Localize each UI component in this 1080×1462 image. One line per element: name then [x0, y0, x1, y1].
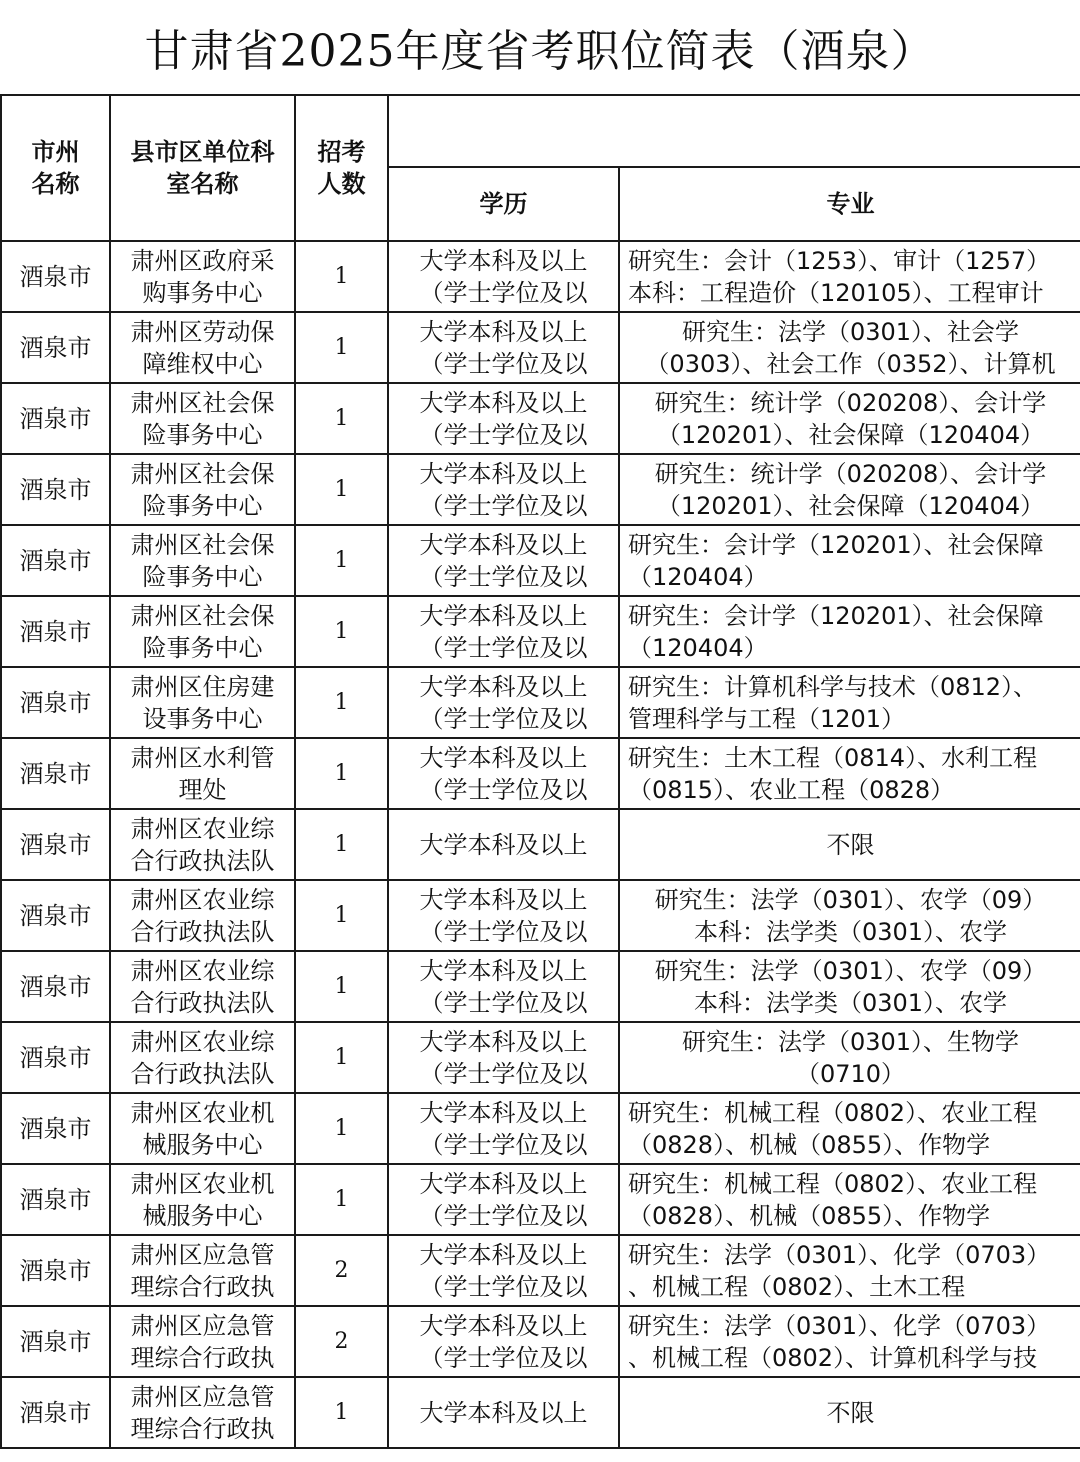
cell-line: 、机械工程（0802）、土木工程 [628, 1272, 966, 1301]
cell-line: 肃州区农业综 [130, 956, 275, 985]
cell-line: 肃州区应急管 [130, 1240, 275, 1269]
cell-unit [110, 1164, 295, 1235]
cell-count: 1 [295, 1377, 388, 1448]
cell-line: （学士学位及以 [419, 988, 588, 1017]
cell-education [388, 1164, 619, 1235]
cell-count: 1 [295, 312, 388, 383]
cell-line: （学士学位及以 [419, 1130, 588, 1159]
cell-line: 研究生：会计（1253）、审计（1257） [628, 246, 1051, 275]
cell-line: 研究生：统计学（020208）、会计学 [654, 459, 1047, 488]
cell-count: 1 [295, 809, 388, 880]
cell-line: 管理科学与工程（1201） [628, 704, 906, 733]
cell-line: （学士学位及以 [419, 1201, 588, 1230]
cell-unit [110, 454, 295, 525]
cell-major [619, 454, 1080, 525]
cell-count: 1 [295, 738, 388, 809]
cell-city: 酒泉市 [1, 312, 110, 383]
cell-line: 不限 [826, 830, 875, 859]
cell-line: 、机械工程（0802）、计算机科学与技 [628, 1343, 1038, 1372]
cell-unit [110, 1377, 295, 1448]
cell-major [619, 525, 1080, 596]
cell-line: 大学本科及以上 [419, 1311, 588, 1340]
cell-unit [110, 1235, 295, 1306]
cell-line: 障维权中心 [142, 349, 263, 378]
cell-city: 酒泉市 [1, 241, 110, 312]
cell-major [619, 241, 1080, 312]
cell-city: 酒泉市 [1, 951, 110, 1022]
cell-line: （120404） [628, 633, 768, 662]
cell-unit [110, 525, 295, 596]
cell-line: 研究生：计算机科学与技术（0812）、 [628, 672, 1038, 701]
cell-line: 研究生：会计学（120201）、社会保障 [628, 530, 1044, 559]
cell-line: 不限 [826, 1398, 875, 1427]
cell-line: 研究生：法学（0301）、社会学 [681, 317, 1020, 346]
cell-line: 研究生：法学（0301）、农学（09） [654, 956, 1047, 985]
cell-city: 酒泉市 [1, 1022, 110, 1093]
cell-count: 1 [295, 454, 388, 525]
cell-unit [110, 241, 295, 312]
cell-line: 险事务中心 [142, 562, 263, 591]
cell-line: （学士学位及以 [419, 420, 588, 449]
cell-count: 2 [295, 1306, 388, 1377]
cell-line: 肃州区农业机 [130, 1169, 275, 1198]
cell-unit [110, 951, 295, 1022]
cell-line: 肃州区农业综 [130, 885, 275, 914]
cell-line: 合行政执法队 [130, 988, 275, 1017]
cell-major [619, 809, 1080, 880]
cell-line: 大学本科及以上 [419, 743, 588, 772]
cell-line: 大学本科及以上 [419, 956, 588, 985]
cell-count: 1 [295, 667, 388, 738]
cell-line: （120201）、社会保障（120404） [656, 491, 1045, 520]
header-city: 市州 名称 [1, 95, 110, 241]
cell-major [619, 1022, 1080, 1093]
table-row [1, 525, 1080, 596]
cell-unit [110, 809, 295, 880]
cell-line: （学士学位及以 [419, 278, 588, 307]
cell-line: 大学本科及以上 [419, 1240, 588, 1269]
page-title: 甘肃省2025年度省考职位简表（酒泉） [144, 26, 936, 77]
cell-line: 研究生：法学（0301）、农学（09） [654, 885, 1047, 914]
cell-line: 大学本科及以上 [419, 388, 588, 417]
cell-line: 合行政执法队 [130, 1059, 275, 1088]
cell-count: 1 [295, 383, 388, 454]
cell-line: 大学本科及以上 [419, 601, 588, 630]
cell-line: 购事务中心 [142, 278, 263, 307]
cell-line: 理综合行政执 [130, 1414, 275, 1443]
cell-line: 械服务中心 [142, 1130, 263, 1159]
cell-line: （学士学位及以 [419, 633, 588, 662]
cell-count: 1 [295, 241, 388, 312]
cell-line: 合行政执法队 [130, 846, 275, 875]
cell-line: （120201）、社会保障（120404） [656, 420, 1045, 449]
cell-line: 研究生：统计学（020208）、会计学 [654, 388, 1047, 417]
cell-education [388, 596, 619, 667]
cell-line: （学士学位及以 [419, 491, 588, 520]
cell-line: 肃州区住房建 [130, 672, 275, 701]
cell-line: 肃州区社会保 [130, 388, 275, 417]
cell-line: （学士学位及以 [419, 775, 588, 804]
cell-major [619, 667, 1080, 738]
cell-line: （学士学位及以 [419, 917, 588, 946]
cell-line: （120404） [628, 562, 768, 591]
cell-line: 研究生：土木工程（0814）、水利工程 [628, 743, 1038, 772]
cell-city: 酒泉市 [1, 1164, 110, 1235]
cell-count: 1 [295, 1093, 388, 1164]
cell-line: 大学本科及以上 [419, 1027, 588, 1056]
cell-line: （学士学位及以 [419, 704, 588, 733]
cell-line: （学士学位及以 [419, 349, 588, 378]
header-education: 学历 [388, 167, 619, 241]
cell-major [619, 1093, 1080, 1164]
cell-unit [110, 1306, 295, 1377]
cell-line: 肃州区应急管 [130, 1382, 275, 1411]
header-major: 专业 [619, 167, 1080, 241]
table-row [1, 1164, 1080, 1235]
cell-city: 酒泉市 [1, 1235, 110, 1306]
cell-city: 酒泉市 [1, 454, 110, 525]
cell-count: 1 [295, 880, 388, 951]
cell-line: 险事务中心 [142, 633, 263, 662]
cell-major [619, 880, 1080, 951]
cell-line: 大学本科及以上 [419, 672, 588, 701]
cell-line: 大学本科及以上 [419, 1169, 588, 1198]
cell-line: 大学本科及以上 [419, 1098, 588, 1127]
cell-line: 肃州区劳动保 [130, 317, 275, 346]
table-row [1, 809, 1080, 880]
table-row [1, 667, 1080, 738]
header-unit: 县市区单位科 室名称 [110, 95, 295, 241]
cell-line: 肃州区水利管 [130, 743, 275, 772]
cell-line: （学士学位及以 [419, 1343, 588, 1372]
cell-major [619, 1164, 1080, 1235]
cell-line: 合行政执法队 [130, 917, 275, 946]
table-row [1, 312, 1080, 383]
cell-education [388, 1235, 619, 1306]
cell-unit [110, 596, 295, 667]
cell-major [619, 951, 1080, 1022]
cell-line: 大学本科及以上 [419, 830, 588, 859]
table-row [1, 1022, 1080, 1093]
cell-line: 理综合行政执 [130, 1343, 275, 1372]
cell-city: 酒泉市 [1, 383, 110, 454]
table-row [1, 1306, 1080, 1377]
cell-line: 理处 [178, 775, 227, 804]
cell-education [388, 383, 619, 454]
cell-count: 1 [295, 951, 388, 1022]
cell-line: 大学本科及以上 [419, 1398, 588, 1427]
cell-major [619, 312, 1080, 383]
cell-line: 肃州区农业综 [130, 814, 275, 843]
cell-count: 1 [295, 525, 388, 596]
cell-line: （0828）、机械（0855）、作物学 [628, 1130, 991, 1159]
cell-unit [110, 667, 295, 738]
cell-education [388, 667, 619, 738]
cell-city: 酒泉市 [1, 667, 110, 738]
table-row [1, 383, 1080, 454]
cell-line: 肃州区社会保 [130, 459, 275, 488]
cell-education [388, 312, 619, 383]
cell-line: 本科：法学类（0301）、农学 [693, 988, 1008, 1017]
cell-line: 研究生：法学（0301）、生物学 [681, 1027, 1020, 1056]
table-row [1, 738, 1080, 809]
table-row [1, 1235, 1080, 1306]
cell-line: 肃州区农业机 [130, 1098, 275, 1127]
cell-line: 研究生：会计学（120201）、社会保障 [628, 601, 1044, 630]
cell-education [388, 951, 619, 1022]
cell-unit [110, 738, 295, 809]
cell-education [388, 880, 619, 951]
table-row [1, 454, 1080, 525]
cell-line: 大学本科及以上 [419, 885, 588, 914]
cell-city: 酒泉市 [1, 809, 110, 880]
cell-city: 酒泉市 [1, 525, 110, 596]
cell-line: 大学本科及以上 [419, 246, 588, 275]
cell-count: 2 [295, 1235, 388, 1306]
cell-education [388, 241, 619, 312]
cell-line: 研究生：法学（0301）、化学（0703） [628, 1311, 1051, 1340]
header-count: 招考 人数 [295, 95, 388, 241]
cell-line: （学士学位及以 [419, 1059, 588, 1088]
cell-education [388, 1093, 619, 1164]
cell-line: 险事务中心 [142, 420, 263, 449]
cell-unit [110, 880, 295, 951]
cell-line: 本科：工程造价（120105）、工程审计 [628, 278, 1044, 307]
cell-major [619, 1377, 1080, 1448]
cell-city: 酒泉市 [1, 596, 110, 667]
cell-line: 研究生：机械工程（0802）、农业工程 [628, 1169, 1038, 1198]
cell-line: （学士学位及以 [419, 562, 588, 591]
cell-line: （0815）、农业工程（0828） [628, 775, 955, 804]
cell-unit [110, 1093, 295, 1164]
cell-education [388, 1306, 619, 1377]
table-row [1, 1377, 1080, 1448]
cell-city: 酒泉市 [1, 1093, 110, 1164]
cell-line: 理综合行政执 [130, 1272, 275, 1301]
table-row [1, 951, 1080, 1022]
cell-education [388, 1022, 619, 1093]
cell-line: 设事务中心 [142, 704, 263, 733]
table-row [1, 241, 1080, 312]
cell-line: 研究生：法学（0301）、化学（0703） [628, 1240, 1051, 1269]
cell-city: 酒泉市 [1, 1377, 110, 1448]
cell-line: 本科：法学类（0301）、农学 [693, 917, 1008, 946]
cell-count: 1 [295, 596, 388, 667]
table-row [1, 596, 1080, 667]
cell-major [619, 596, 1080, 667]
cell-line: 肃州区农业综 [130, 1027, 275, 1056]
cell-line: 研究生：机械工程（0802）、农业工程 [628, 1098, 1038, 1127]
cell-line: 险事务中心 [142, 491, 263, 520]
cell-major [619, 383, 1080, 454]
cell-education [388, 525, 619, 596]
cell-city: 酒泉市 [1, 1306, 110, 1377]
cell-line: 大学本科及以上 [419, 530, 588, 559]
cell-line: 肃州区社会保 [130, 530, 275, 559]
cell-unit [110, 383, 295, 454]
cell-line: （0710） [795, 1059, 906, 1088]
cell-count: 1 [295, 1022, 388, 1093]
cell-line: 肃州区社会保 [130, 601, 275, 630]
table-body [1, 241, 1080, 1448]
cell-education [388, 1377, 619, 1448]
cell-major [619, 1306, 1080, 1377]
cell-line: 械服务中心 [142, 1201, 263, 1230]
cell-major [619, 1235, 1080, 1306]
cell-line: （0303）、社会工作（0352）、计算机 [645, 349, 1056, 378]
cell-line: 大学本科及以上 [419, 317, 588, 346]
cell-line: （0828）、机械（0855）、作物学 [628, 1201, 991, 1230]
cell-education [388, 738, 619, 809]
cell-line: 大学本科及以上 [419, 459, 588, 488]
cell-education [388, 809, 619, 880]
table-row [1, 1093, 1080, 1164]
cell-line: 肃州区应急管 [130, 1311, 275, 1340]
cell-line: （学士学位及以 [419, 1272, 588, 1301]
cell-major [619, 738, 1080, 809]
cell-unit [110, 1022, 295, 1093]
cell-unit [110, 312, 295, 383]
table-row [1, 880, 1080, 951]
cell-city: 酒泉市 [1, 880, 110, 951]
positions-table [0, 94, 1080, 1449]
header-blank [388, 95, 1080, 167]
cell-count: 1 [295, 1164, 388, 1235]
cell-city: 酒泉市 [1, 738, 110, 809]
cell-line: 肃州区政府采 [130, 246, 275, 275]
cell-education [388, 454, 619, 525]
